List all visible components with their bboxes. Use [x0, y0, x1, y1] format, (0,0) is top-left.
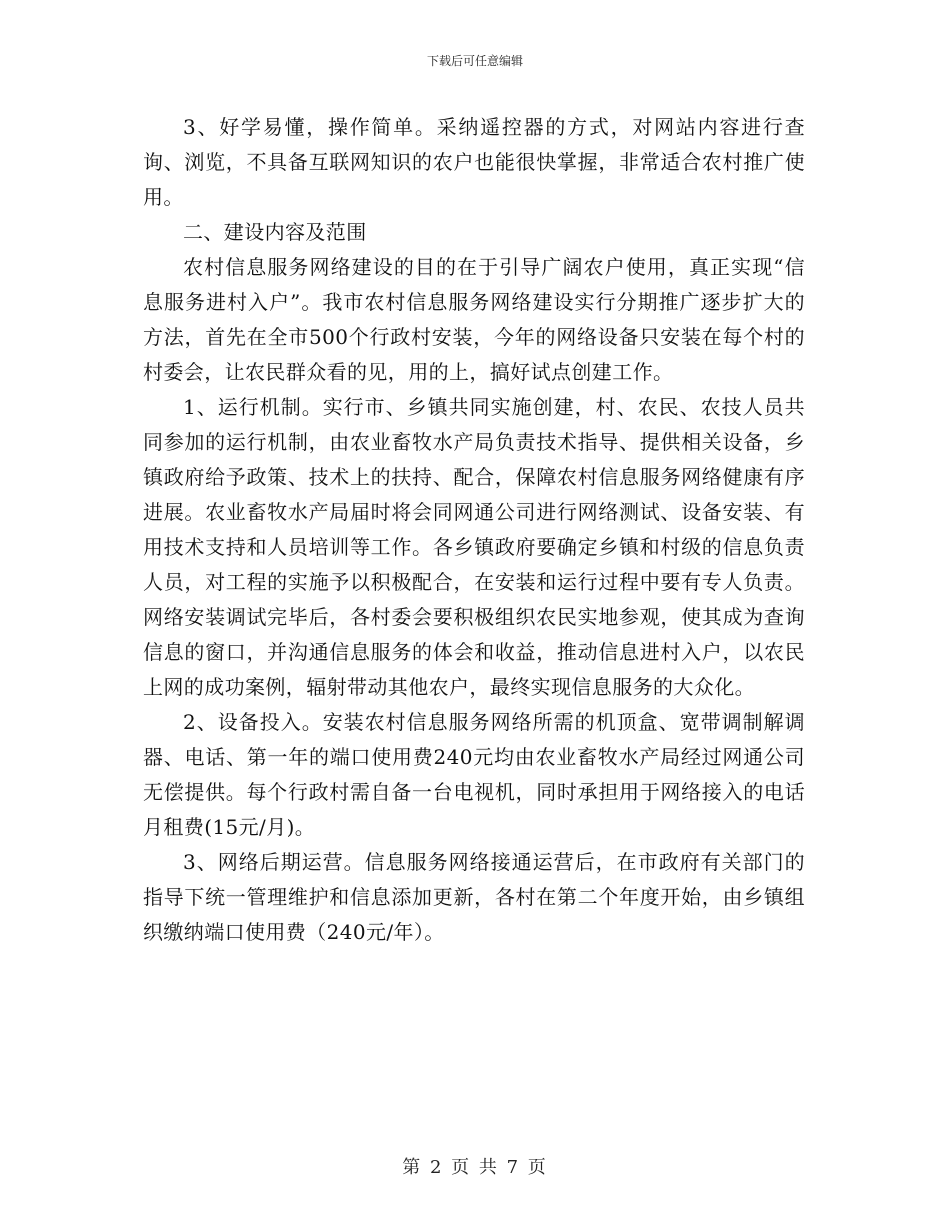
- paragraph-ease-of-use: 3、好学易懂，操作简单。采纳遥控器的方式，对网站内容进行查询、浏览，不具备互联网知识的农户也能很快掌握，非常适合农村推广使用。: [143, 115, 805, 209]
- header-note: 下载后可任意编辑: [426, 54, 523, 68]
- section-heading-scope: 二、建设内容及范围: [183, 220, 367, 244]
- paragraph-equipment-investment: 2、设备投入。安装农村信息服务网络所需的机顶盒、宽带调制解调器、电话、第一年的端口使用费240元均由农业畜牧水产局经过网通公司无偿提供。每个行政村需自备一台电视机，同时承担用于网络接入的电话月租费(15元/月)。: [143, 710, 805, 839]
- paragraph-later-operation: 3、网络后期运营。信息服务网络接通运营后，在市政府有关部门的指导下统一管理维护和信息添加更新，各村在第二个年度开始，由乡镇组织缴纳端口使用费（240元/年）。: [143, 850, 805, 944]
- page-number: 第 2 页 共 7 页: [402, 1157, 548, 1178]
- paragraph-operating-mechanism: 1、运行机制。实行市、乡镇共同实施创建，村、农民、农技人员共同参加的运行机制，由农业畜牧水产局负责技术指导、提供相关设备，乡镇政府给予政策、技术上的扶持、配合，保障农村信息服务网络健康有序进展。农业畜牧水产局届时将会同网通公司进行网络测试、设备安装、有用技术支持和人员培训等工作。各乡镇政府要确定乡镇和村级的信息负责人员，对工程的实施予以积极配合，在安装和运行过程中要有专人负责。网络安装调试完毕后，各村委会要积极组织农民实地参观，使其成为查询信息的窗口，并沟通信息服务的体会和收益，推动信息进村入户，以农民上网的成功案例，辐射带动其他农户，最终实现信息服务的大众化。: [143, 395, 805, 699]
- document-body: [143, 110, 805, 950]
- paragraph-construction-goal: 农村信息服务网络建设的目的在于引导广阔农户使用，真正实现“信息服务进村入户”。我市农村信息服务网络建设实行分期推广逐步扩大的方法，首先在全市500个行政村安装，今年的网络设备只安装在每个村的村委会，让农民群众看的见，用的上，搞好试点创建工作。: [143, 255, 805, 384]
